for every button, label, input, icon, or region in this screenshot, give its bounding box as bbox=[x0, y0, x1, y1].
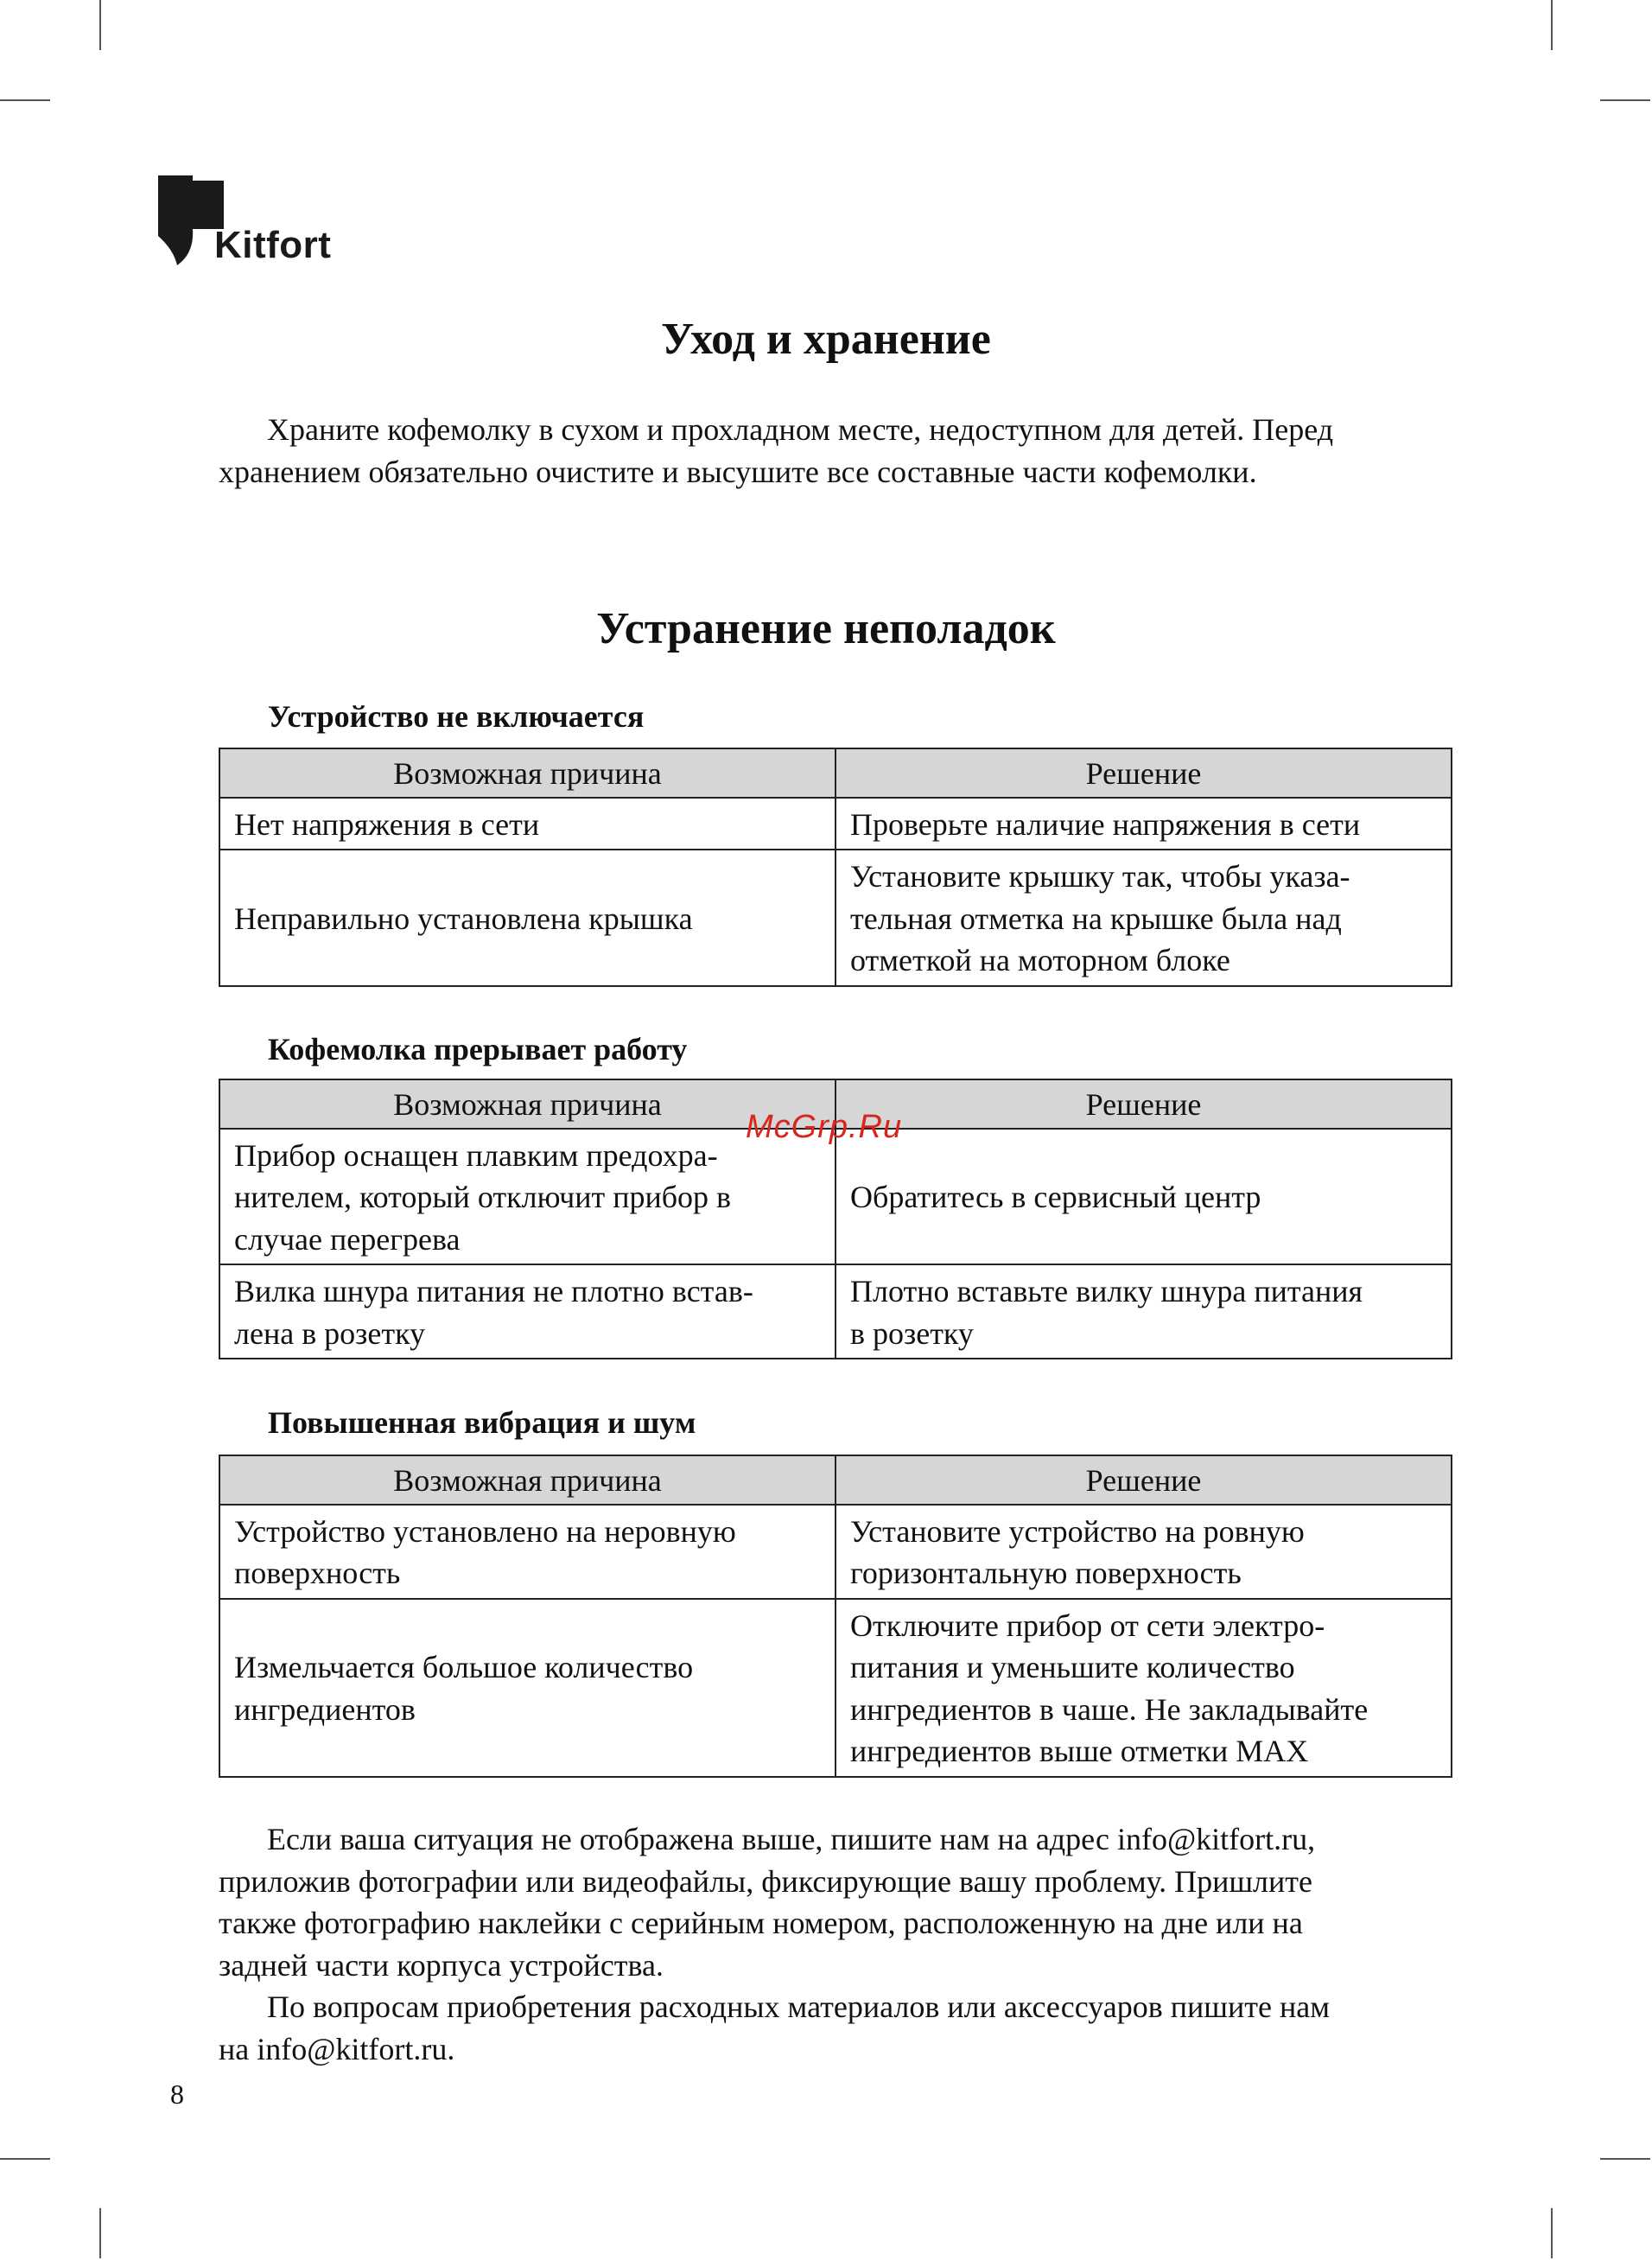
table-row bbox=[219, 1129, 1452, 1265]
crop-mark bbox=[0, 2158, 50, 2160]
troubleshoot-table-3 bbox=[219, 1455, 1452, 1778]
cell-line: ингредиентов в чаше. Не закладывайте bbox=[850, 1691, 1369, 1727]
header-solution: Решение bbox=[836, 1455, 1452, 1505]
cell-line: Нет напряжения в сети bbox=[234, 806, 540, 842]
text-line: По вопросам приобретения расходных материалов или аксессуаров пишите нам bbox=[267, 1989, 1330, 2024]
cell-line: случае перегрева bbox=[234, 1221, 461, 1257]
cause-cell bbox=[219, 850, 836, 986]
cell-line: Измельчается большое количество bbox=[234, 1650, 694, 1684]
text-line: Если ваша ситуация не отображена выше, пишите нам на адрес info@kitfort.ru, bbox=[267, 1822, 1316, 1856]
table-row bbox=[219, 850, 1452, 986]
section-title-troubleshooting: Устранение неполадок bbox=[596, 604, 1056, 653]
care-paragraph bbox=[219, 409, 1454, 493]
solution-cell bbox=[836, 1264, 1452, 1359]
cell-line: питания и уменьшите количество bbox=[850, 1650, 1295, 1684]
cell-line: в розетку bbox=[850, 1315, 974, 1351]
header-cause: Возможная причина bbox=[219, 1455, 836, 1505]
cell-line: Проверьте наличие напряжения в сети bbox=[850, 806, 1361, 842]
text-line: на info@kitfort.ru. bbox=[219, 2031, 455, 2066]
solution-cell bbox=[836, 1599, 1452, 1777]
solution-cell bbox=[836, 1129, 1452, 1265]
cell-line: ингредиентов выше отметки MAX bbox=[850, 1734, 1309, 1768]
cell-line: Прибор оснащен плавким предохра- bbox=[234, 1137, 718, 1173]
crop-mark bbox=[99, 2208, 101, 2258]
cell-line: Неправильно установлена крышка bbox=[234, 901, 693, 936]
crop-mark bbox=[99, 0, 101, 50]
table-row bbox=[219, 1264, 1452, 1359]
page-number: 8 bbox=[170, 2079, 184, 2110]
troubleshoot-table-1 bbox=[219, 748, 1452, 987]
header-solution: Решение bbox=[836, 1079, 1452, 1129]
text-line: приложив фотографии или видеофайлы, фиксирующие вашу проблему. Пришлите bbox=[219, 1863, 1312, 1899]
cell-line: отметкой на моторном блоке bbox=[850, 943, 1230, 977]
crop-mark bbox=[1551, 0, 1553, 50]
cell-line: поверхность bbox=[234, 1556, 401, 1590]
cause-cell bbox=[219, 1129, 836, 1265]
cell-line: горизонтальную поверхность bbox=[850, 1556, 1242, 1590]
header-cause: Возможная причина bbox=[219, 1079, 836, 1129]
text-line: также фотографию наклейки с серийным номером, расположенную на дне или на bbox=[219, 1906, 1303, 1940]
header-cause: Возможная причина bbox=[219, 748, 836, 798]
cell-line: лена в розетку bbox=[234, 1315, 426, 1351]
logo-text: Kitfort bbox=[214, 224, 332, 266]
cell-line: Устройство установлено на неровную bbox=[234, 1513, 736, 1549]
kitfort-logo bbox=[158, 175, 344, 269]
text-line: задней части корпуса устройства. bbox=[219, 1947, 664, 1983]
text-line: Храните кофемолку в сухом и прохладном месте, недоступном для детей. Перед bbox=[267, 412, 1334, 447]
cell-line: нителем, который отключит прибор в bbox=[234, 1180, 732, 1214]
cause-cell bbox=[219, 1264, 836, 1359]
crop-mark bbox=[0, 99, 50, 101]
cause-cell bbox=[219, 798, 836, 850]
cell-line: Установите устройство на ровную bbox=[850, 1513, 1305, 1549]
cell-line: тельная отметка на крышке была над bbox=[850, 901, 1342, 936]
solution-cell bbox=[836, 850, 1452, 986]
table-subtitle: Повышенная вибрация и шум bbox=[268, 1405, 696, 1440]
contact-paragraph bbox=[219, 1818, 1454, 2070]
table-row bbox=[219, 1599, 1452, 1777]
header-solution: Решение bbox=[836, 748, 1452, 798]
watermark: McGrp.Ru bbox=[746, 1109, 903, 1145]
crop-mark bbox=[1600, 99, 1650, 101]
table-subtitle: Кофемолка прерывает работу bbox=[268, 1032, 688, 1066]
solution-cell bbox=[836, 798, 1452, 850]
cause-cell bbox=[219, 1505, 836, 1599]
cell-line: Установите крышку так, чтобы указа- bbox=[850, 859, 1350, 894]
table-row bbox=[219, 798, 1452, 850]
table-subtitle: Устройство не включается bbox=[268, 699, 645, 734]
crop-mark bbox=[1600, 2158, 1650, 2160]
cell-line: Обратитесь в сервисный центр bbox=[850, 1180, 1261, 1214]
solution-cell bbox=[836, 1505, 1452, 1599]
section-title-care: Уход и хранение bbox=[661, 315, 991, 364]
table-header-row bbox=[219, 1455, 1452, 1505]
cell-line: ингредиентов bbox=[234, 1691, 416, 1727]
table-row bbox=[219, 1505, 1452, 1599]
cause-cell bbox=[219, 1599, 836, 1777]
table-header-row bbox=[219, 748, 1452, 798]
cell-line: Плотно вставьте вилку шнура питания bbox=[850, 1274, 1363, 1308]
text-line: хранением обязательно очистите и высушите все составные части кофемолки. bbox=[219, 454, 1257, 489]
crop-mark bbox=[1551, 2208, 1553, 2258]
cell-line: Вилка шнура питания не плотно встав- bbox=[234, 1274, 753, 1308]
cell-line: Отключите прибор от сети электро- bbox=[850, 1607, 1325, 1643]
